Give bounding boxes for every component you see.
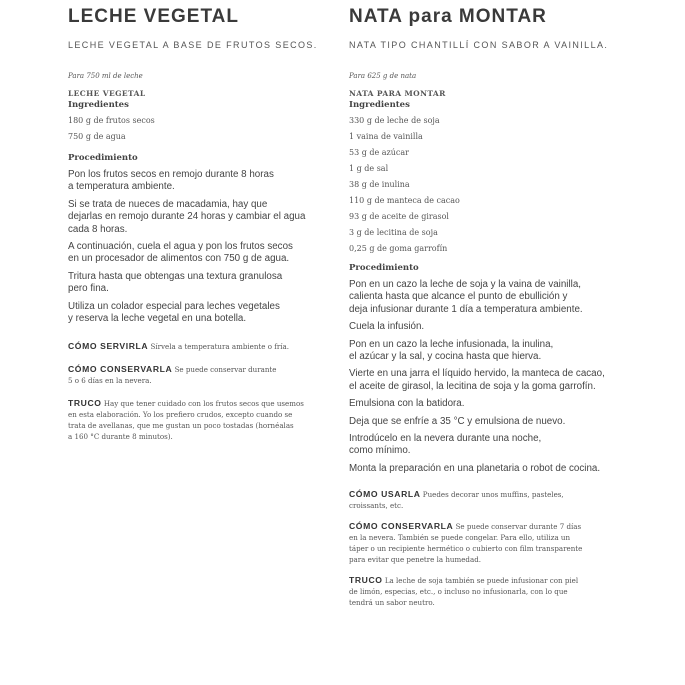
ingredient-item: 1 vaina de vainilla xyxy=(349,132,423,141)
ingredients-heading: Ingredientes xyxy=(349,100,410,110)
tip-label: TRUCO xyxy=(68,398,102,409)
procedure-step: Tritura hasta que obtengas una textura granulosa pero fina. xyxy=(68,270,283,295)
ingredients-heading: Ingredientes xyxy=(68,100,129,110)
recipe-title: LECHE VEGETAL xyxy=(68,6,239,27)
usage-label: CÓMO USARLA xyxy=(349,489,421,500)
ingredient-item: 3 g de lecitina de soja xyxy=(349,228,438,237)
storage-note xyxy=(349,521,639,565)
ingredient-item: 38 g de inulina xyxy=(349,180,410,189)
usage-note xyxy=(349,489,639,511)
serve-label: CÓMO SERVIRLA xyxy=(68,341,149,352)
ingredient-item: 1 g de sal xyxy=(349,164,389,173)
ingredient-item: 0,25 g de goma garrofín xyxy=(349,244,448,253)
procedure-step: Si se trata de nueces de macadamia, hay que dejarlas en remojo durante 24 horas y cambiar el agua cada 8 horas. xyxy=(68,198,306,235)
procedure-step: Pon en un cazo la leche infusionada, la inulina, el azúcar y la sal, y cocina hasta que hierva. xyxy=(349,338,554,363)
serve-note xyxy=(68,341,336,352)
leche-vegetal-recipe xyxy=(68,6,336,442)
tip-note xyxy=(68,398,336,442)
storage-text: Se puede conservar durante 7 días en la nevera. También se puede congelar. Para ello, utiliza un táper o un recipiente hermético o cubierto con film transparente para evitar que penetre la humedad. xyxy=(349,522,583,565)
procedure-step: A continuación, cuela el agua y pon los frutos secos en un procesador de alimentos con 750 g de agua. xyxy=(68,241,293,265)
procedure-step: Vierte en una jarra el líquido hervido, la manteca de cacao, el aceite de girasol, la lecitina de soja y la goma garrofín. xyxy=(349,368,605,392)
ingredients-list xyxy=(68,116,336,141)
yield-note: Para 625 g de nata xyxy=(349,72,417,80)
storage-note xyxy=(68,364,336,386)
ingredient-item: 180 g de frutos secos xyxy=(68,116,155,125)
recipe-name: NATA PARA MONTAR xyxy=(349,89,446,98)
procedure-steps xyxy=(349,279,639,475)
ingredient-item: 330 g de leche de soja xyxy=(349,116,440,125)
storage-text: Se puede conservar durante 5 o 6 días en la nevera. xyxy=(68,365,277,386)
recipe-subtitle: LECHE VEGETAL A BASE DE FRUTOS SECOS. xyxy=(68,40,318,50)
usage-text: Puedes decorar unos muffins, pasteles, croissants, etc. xyxy=(349,490,564,511)
ingredients-list xyxy=(349,116,639,253)
procedure-step: Pon en un cazo la leche de soja y la vaina de vainilla, calienta hasta que alcance el punto de ebullición y deja infusionar durante 1 día a temperatura ambiente. xyxy=(349,279,583,315)
tip-text: Hay que tener cuidado con los frutos secos que usemos en esta elaboración. Yo los prefiero crudos, excepto cuando se trata de avellanas, que me gustan un poco tostadas (hornéalas a 160 °C durante 8 minutos). xyxy=(68,399,304,442)
procedure-heading: Procedimiento xyxy=(68,153,138,163)
recipe-subtitle: NATA TIPO CHANTILLÍ CON SABOR A VAINILLA. xyxy=(349,40,609,50)
serve-text: Sírvela a temperatura ambiente o fría. xyxy=(150,342,290,352)
procedure-step: Deja que se enfríe a 35 °C y emulsiona de nuevo. xyxy=(349,415,566,427)
nata-para-montar-recipe xyxy=(349,6,639,608)
ingredient-item: 93 g de aceite de girasol xyxy=(349,212,449,221)
storage-label: CÓMO CONSERVARLA xyxy=(349,521,454,532)
yield-note: Para 750 ml de leche xyxy=(68,72,143,80)
recipe-title: NATA para MONTAR xyxy=(349,6,547,27)
procedure-step: Cuela la infusión. xyxy=(349,321,425,333)
procedure-step: Introdúcelo en la nevera durante una noche, como mínimo. xyxy=(349,433,542,457)
tip-note xyxy=(349,575,639,608)
recipe-name: LECHE VEGETAL xyxy=(68,89,146,98)
procedure-step: Emulsiona con la batidora. xyxy=(349,398,465,410)
ingredient-item: 110 g de manteca de cacao xyxy=(349,196,460,205)
procedure-steps xyxy=(68,169,336,325)
storage-label: CÓMO CONSERVARLA xyxy=(68,364,173,375)
ingredient-item: 750 g de agua xyxy=(68,132,126,141)
tip-text: La leche de soja también se puede infusionar con piel de limón, especias, etc., o incluso no infusionarla, con lo que tendrá un sabor neutro. xyxy=(349,576,579,608)
procedure-heading: Procedimiento xyxy=(349,263,419,273)
tip-label: TRUCO xyxy=(349,575,383,586)
procedure-step: Monta la preparación en una planetaria o robot de cocina. xyxy=(349,462,601,474)
procedure-step: Utiliza un colador especial para leches vegetales y reserva la leche vegetal en una botella. xyxy=(68,300,280,325)
procedure-step: Pon los frutos secos en remojo durante 8 horas a temperatura ambiente. xyxy=(68,169,274,193)
ingredient-item: 53 g de azúcar xyxy=(349,148,409,157)
